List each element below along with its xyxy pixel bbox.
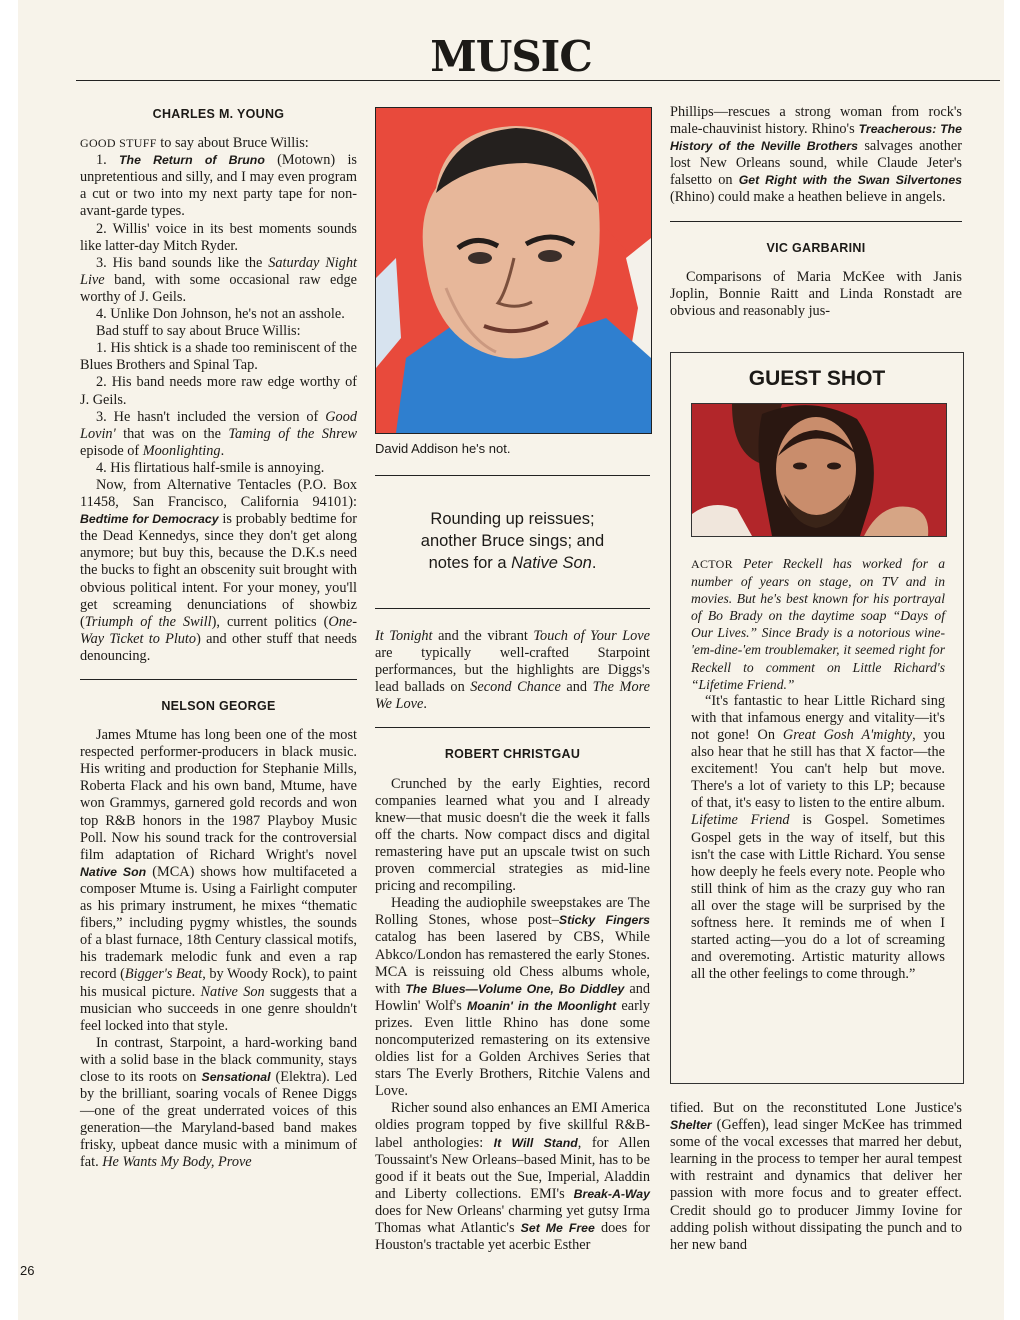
column-rule — [670, 221, 962, 222]
paragraph: James Mtume has long been one of the most respected performer-producers in black music. His writing and production for Stephanie Mills, Roberta Flack and his own band, Mtume, have won Grammys, garnered gold records and won top R&B honors in the 1987 Playboy Music Poll. Now his sound track for the controversial film adaptation of Richard Wright's novel Native Son (MCA) shows how multifaceted a composer Mtume is. Using a Fairlight computer as his primary instrument, he mixes “thematic fibers,” including pygmy whistles, the sounds of a blast furnace, 18th Century classical motifs, his trademark melodic funk and even a rap record (Bigger's Beat, by Woody Rock), to paint his musical picture. Native Son suggests that a musician who succeeds in one genre shouldn't feel locked into that style. — [80, 727, 357, 1034]
column-rule — [375, 727, 650, 728]
column-2-text — [375, 628, 650, 1254]
pull-quote: Rounding up reissues; another Bruce sings; and notes for a Native Son. — [420, 510, 605, 572]
column-1 — [80, 106, 357, 1172]
page-number: 26 — [20, 1263, 35, 1278]
peter-reckell-photo — [691, 403, 947, 537]
paragraph: 1. The Return of Bruno (Motown) is unpretentious and silly, and I may even program a cut or two into my next party tape for non-avant-garde types. — [80, 152, 357, 220]
byline-robert-christgau: ROBERT CHRISTGAU — [444, 747, 581, 762]
guest-quote: “It's fantastic to hear Little Richard sing with that infamous energy and vitality—it's not gone! On Great Gosh A'mighty, you also hear that he still has that X factor—the excitement! You can't help but move. There's a lot of variety to this LP; because of that, it's easy to listen to the entire album. Lifetime Friend is Gospel. Sometimes Gospel gets in the way of itself, but this isn't the case with Little Richard. You sense how deeply he feels every note. People who still think of him as the crazy guy who ran all over the stage will be surprised by the softness here. It reminds me of when I started acting—you do a lot of screaming and overemoting. Artistic maturity allows all the other feelings to come through.” — [691, 692, 945, 983]
paragraph-continued: Phillips—rescues a strong woman from rock's male-chauvinist history. Rhino's Treacherous: The History of the Neville Brothers salvages another lost New Orleans sound, while Claude Jeter's falsetto on Get Right with the Swan Silvertones (Rhino) could make a heathen believe in angels. — [670, 104, 963, 206]
column-3-text — [670, 104, 962, 320]
paragraph: 2. His band needs more raw edge worthy of J. Geils. — [80, 374, 357, 408]
guest-shot-title: GUEST SHOT — [748, 367, 886, 390]
album-title: The Return of Bruno — [119, 153, 265, 168]
paragraph: 4. His flirtatious half-smile is annoying. — [96, 459, 325, 476]
guest-shot-box — [670, 352, 964, 1084]
byline-charles-m-young: CHARLES M. YOUNG — [152, 107, 285, 121]
bruce-willis-illustration — [375, 107, 652, 434]
column-rule — [375, 608, 650, 609]
paragraph-continued: It Tonight and the vibrant Touch of Your Love are typically well-crafted Starpoint performances, but the highlights are Diggs's lead ballads on Second Chance and The More We Love. — [375, 628, 650, 713]
column-rule — [375, 475, 650, 476]
page-edge — [1004, 0, 1020, 1320]
portrait-drawing — [376, 108, 651, 433]
george-review — [80, 727, 357, 1171]
byline-vic-garbarini: VIC GARBARINI — [766, 240, 866, 255]
byline-nelson-george: NELSON GEORGE — [161, 699, 276, 713]
paragraph: 2. Willis' voice in its best moments sounds like latter-day Mitch Ryder. — [80, 220, 357, 254]
paragraph: Heading the audiophile sweepstakes are The Rolling Stones, whose post–Sticky Fingers catalog has been lasered by CBS, While Abkco/London has remastered the early Stones. MCA is reissuing old Chess albums whole, with The Blues—Volume One, Bo Diddley and Howlin' Wolf's Moanin' in the Moonlight early prizes. Even little Rhino has done some noncomputerized remastering on its extensive oldies list for a Golden Archives Series that stars The Everly Brothers, Ritchie Valens and Love. — [375, 895, 651, 1100]
paragraph: In contrast, Starpoint, a hard-working band with a solid base in the black community, stays close to its roots on Sensational (Elektra). Led by the brilliant, soaring vocals of Renee Diggs—one of the great underrated voices of this generation—the Maryland-based band makes frisky, upbeat dance music with a minimum of fat. He Wants My Body, Prove — [80, 1034, 357, 1171]
paragraph: Comparisons of Maria McKee with Janis Joplin, Bonnie Raitt and Linda Ronstadt are obvious and reasonably jus- — [670, 268, 962, 319]
paragraph-continued: tified. But on the reconstituted Lone Justice's Shelter (Geffen), lead singer McKee has trimmed some of the vocal excesses that marred her debut, learning in the process to temper her aural tempest with restraint and dynamics that deliver her passion with more focus and to greater effect. Credit should go to producer Jimmy Iovine for adding polish without dissipating the punch and to her new band — [670, 1100, 962, 1253]
paragraph: 3. He hasn't included the version of Good Lovin' that was on the Taming of the Shrew episode of Moonlighting. — [80, 408, 357, 459]
album-title: Native Son — [80, 864, 147, 879]
section-title: MUSIC — [430, 32, 592, 81]
photo-caption: David Addison he's not. — [375, 441, 511, 456]
guest-intro: ACTOR Peter Reckell has worked for a number of years on stage, on TV and in movies. But he's best known for his portrayal of Bo Brady on the daytime soap “Days of Our Lives.” Since Brady is a notorious wine-'em-dine-'em troublemaker, it seemed right for Reckell to comment on Little Richard's “Lifetime Friend.” — [691, 556, 945, 692]
paragraph: 1. His shtick is a shade too reminiscent of the Blues Brothers and Spinal Tap. — [80, 340, 357, 374]
column-rule — [80, 679, 357, 680]
magazine-page — [18, 0, 1004, 1320]
guest-shot-text — [691, 555, 945, 983]
album-title: Sensational — [201, 1069, 271, 1084]
paragraph: Richer sound also enhances an EMI America oldies program topped by five skillful R&B-label anthologies: It Will Stand, for Allen Toussaint's New Orleans–based Minit, has to be good if it beats out the Sue, Imperial, Aladdin and Liberty collections. EMI's Break-A-Way does for New Orleans' charming yet gutsy Irma Thomas what Atlantic's Set Me Free does for Houston's tractable yet acerbic Esther — [375, 1100, 650, 1254]
paragraph: Now, from Alternative Tentacles (P.O. Box 11458, San Francisco, California 94101): Bedtime for Democracy is probably bedtime for the Dead Kennedys, since they don't get along anymore; but buy this, because the D.K.s need the bucks to fight an obscenity suit brought with obvious political intent. For your money, you'll get screaming denunciations of showbiz (Triumph of the Swill), current politics (One-Way Ticket to Pluto) and other stuff that needs denouncing. — [80, 476, 357, 664]
portrait-photo — [692, 404, 946, 536]
paragraph: GOOD STUFF to say about Bruce Willis: — [80, 135, 309, 152]
paragraph: 4. Unlike Don Johnson, he's not an asshole. — [96, 306, 345, 323]
paragraph: 3. His band sounds like the Saturday Night Live band, with some occasional raw edge worthy of J. Geils. — [80, 254, 357, 305]
album-title: Bedtime for Democracy — [80, 512, 219, 527]
column-3-bottom — [670, 1100, 962, 1254]
paragraph: Crunched by the early Eighties, record companies learned what you and I already knew—that music doesn't die the week it falls off the charts. Now compact discs and digital remastering have put an upscale twist on such proven commercial strategies as mid-line pricing and recompiling. — [375, 775, 650, 895]
header-rule — [76, 80, 1000, 81]
paragraph: Bad stuff to say about Bruce Willis: — [96, 323, 301, 340]
young-review — [80, 135, 357, 665]
